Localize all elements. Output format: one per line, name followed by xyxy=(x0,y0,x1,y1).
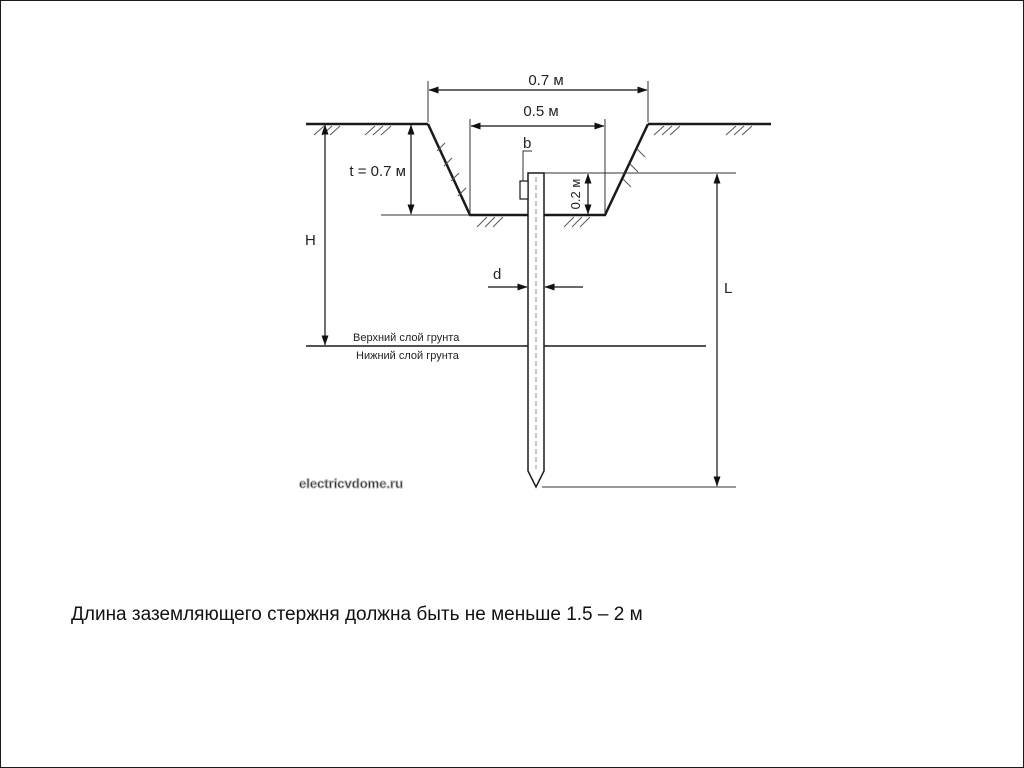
connection-plate xyxy=(520,181,528,199)
lower-soil-label: Нижний слой грунта xyxy=(356,350,459,362)
grounding-rod-diagram xyxy=(1,1,1023,767)
watermark: electricvdome.ru xyxy=(299,476,404,491)
top-width-label: 0.7 м xyxy=(528,72,564,89)
h-label: H xyxy=(305,232,316,249)
extension-lines xyxy=(381,81,736,487)
l-label: L xyxy=(724,280,733,297)
caption: Длина заземляющего стержня должна быть не меньше 1.5 – 2 м xyxy=(71,604,643,625)
bottom-width-label: 0.5 м xyxy=(523,103,559,120)
rod-top-label: 0.2 м xyxy=(568,178,583,210)
t-label: t = 0.7 м xyxy=(349,163,406,180)
upper-soil-label: Верхний слой грунта xyxy=(353,332,460,344)
d-label: d xyxy=(493,266,502,283)
b-label: b xyxy=(523,135,532,152)
